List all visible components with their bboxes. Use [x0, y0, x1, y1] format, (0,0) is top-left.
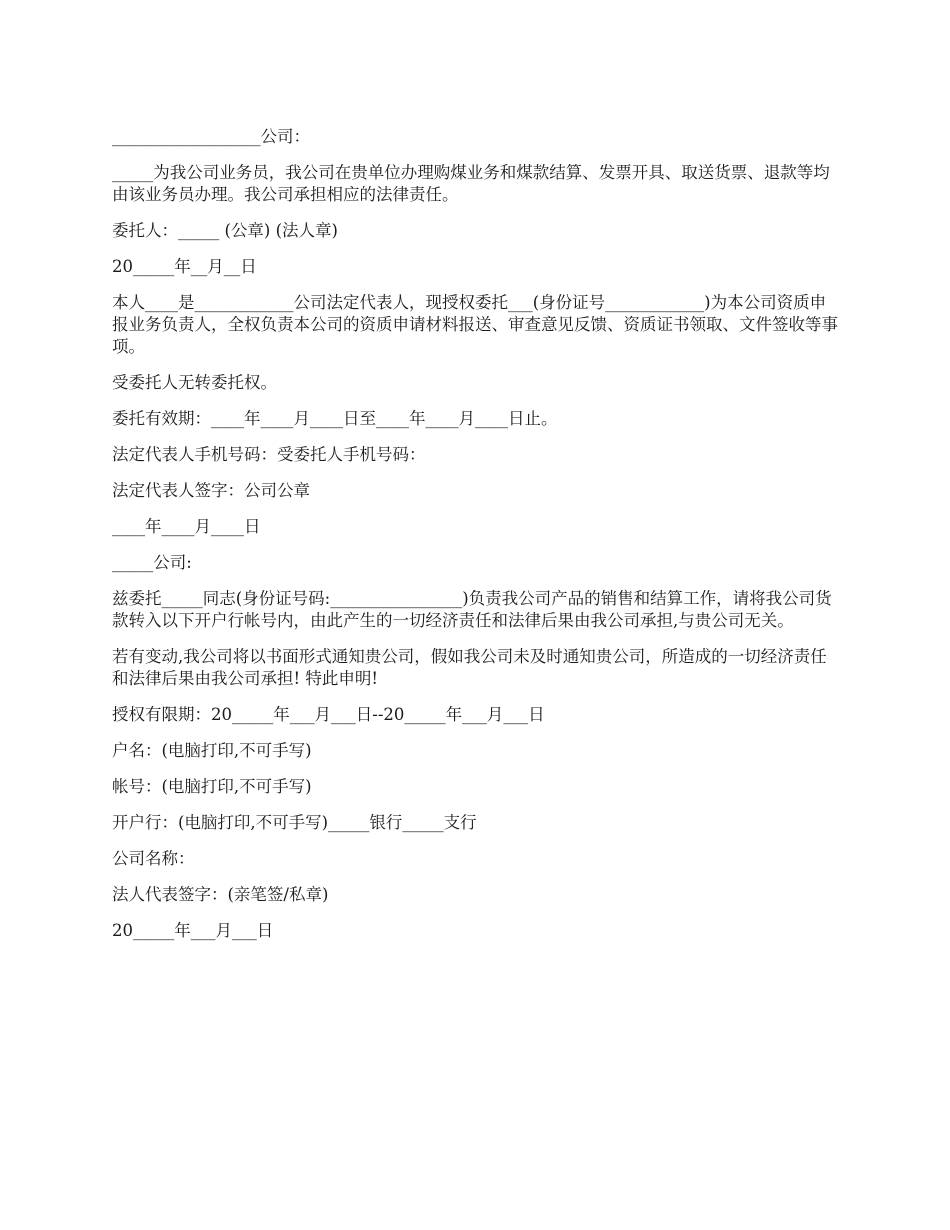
addressee-line: _____公司: [112, 553, 192, 572]
principal-seal-line: 委托人：_____ (公章) (法人章) [112, 221, 338, 240]
signature-seal-line: 法定代表人签字：公司公章 [112, 481, 310, 500]
date-line: 20_____年___月___日 [112, 921, 274, 940]
date-line: ____年____月____日 [112, 517, 261, 536]
account-name-line: 户名：(电脑打印,不可手写) [112, 741, 312, 760]
authorization-statement: 本人____是____________公司法定代表人，现授权委托___(身份证号____________)为本公司资质申报业务负责人，全权负责本公司的资质申请材料报送、审查意见反馈、资质证书领取、文件签收等事项。 [112, 293, 838, 356]
no-subdelegation-note: 受委托人无转委托权。 [112, 373, 277, 392]
document-body [112, 126, 842, 956]
company-name-line: 公司名称： [112, 849, 195, 868]
addressee-line: __________________公司： [112, 127, 310, 146]
phone-numbers-line: 法定代表人手机号码：受委托人手机号码： [112, 445, 426, 464]
legal-rep-signature-line: 法人代表签字：(亲笔签/私章) [112, 885, 329, 904]
bank-branch-line: 开户行：(电脑打印,不可手写)_____银行_____支行 [112, 813, 477, 832]
validity-period-line: 委托有效期：____年____月____日至____年____月____日止。 [112, 409, 558, 428]
salesperson-statement: _____为我公司业务员，我公司在贵单位办理购煤业务和煤款结算、发票开具、取送货票、退款等均由该业务员办理。我公司承担相应的法律责任。 [112, 163, 830, 204]
authorization-period-line: 授权有限期：20_____年___月___日--20_____年___月___日 [112, 705, 545, 724]
date-line: 20_____年__月__日 [112, 257, 257, 276]
payment-authorization-statement: 兹委托_____同志(身份证号码:________________)负责我公司产品的销售和结算工作，请将我公司货款转入以下开户行帐号内，由此产生的一切经济责任和法律后果由我公司承担,与贵公司无关。 [112, 589, 832, 630]
change-notice-statement: 若有变动,我公司将以书面形式通知贵公司，假如我公司未及时通知贵公司，所造成的一切经济责任和法律后果由我公司承担! 特此申明! [112, 647, 827, 688]
account-number-line: 帐号：(电脑打印,不可手写) [112, 777, 312, 796]
